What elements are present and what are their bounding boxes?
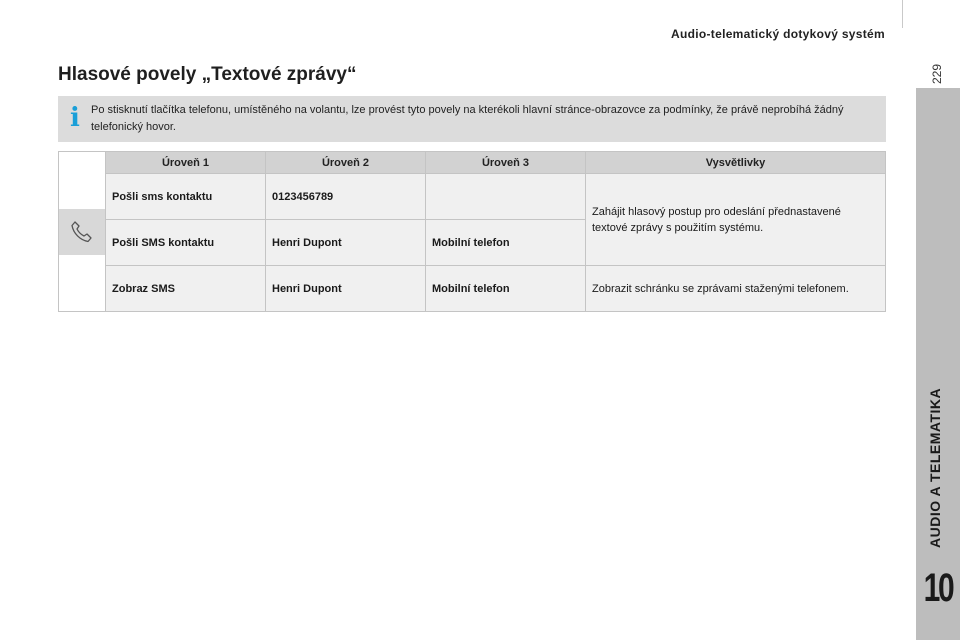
column-header: Úroveň 3 xyxy=(426,152,586,174)
table-row xyxy=(59,174,886,220)
table-row xyxy=(59,266,886,312)
column-header: Vysvětlivky xyxy=(586,152,886,174)
chapter-label: AUDIO A TELEMATIKA xyxy=(927,387,943,548)
phone-icon xyxy=(59,209,105,255)
description-cell: Zahájit hlasový postup pro odeslání přednastavené textové zprávy s použitím systému. xyxy=(586,174,886,266)
chapter-number: 10 xyxy=(923,566,953,610)
column-header: Úroveň 1 xyxy=(106,152,266,174)
table-cell: Pošli sms kontaktu xyxy=(106,174,266,220)
table-cell: Pošli SMS kontaktu xyxy=(106,220,266,266)
table-cell: Mobilní telefon xyxy=(426,266,586,312)
chapter-side-panel xyxy=(916,88,960,640)
table-cell: 0123456789 xyxy=(266,174,426,220)
column-header: Úroveň 2 xyxy=(266,152,426,174)
info-icon: i xyxy=(70,103,80,133)
info-text: Po stisknutí tlačítka telefonu, umístěného na volantu, lze provést tyto povely na kterékoli hlavní stránce-obrazovce za podmínky, že právě neprobíhá žádný telefonický hovor. xyxy=(91,104,844,133)
table-cell: Henri Dupont xyxy=(266,266,426,312)
voice-commands-table xyxy=(58,151,886,312)
header-divider xyxy=(902,0,903,28)
page-title: Hlasové povely „Textové zprávy“ xyxy=(58,64,357,85)
table-cell xyxy=(426,174,586,220)
table-cell: Henri Dupont xyxy=(266,220,426,266)
header-title: Audio-telematický dotykový systém xyxy=(671,27,885,41)
info-box xyxy=(58,96,886,142)
table-header-row xyxy=(59,152,886,174)
description-cell: Zobrazit schránku se zprávami staženými telefonem. xyxy=(586,266,886,312)
table-cell: Zobraz SMS xyxy=(106,266,266,312)
page-number: 229 xyxy=(930,63,944,84)
table-icon-cell xyxy=(59,152,106,312)
table-cell: Mobilní telefon xyxy=(426,220,586,266)
